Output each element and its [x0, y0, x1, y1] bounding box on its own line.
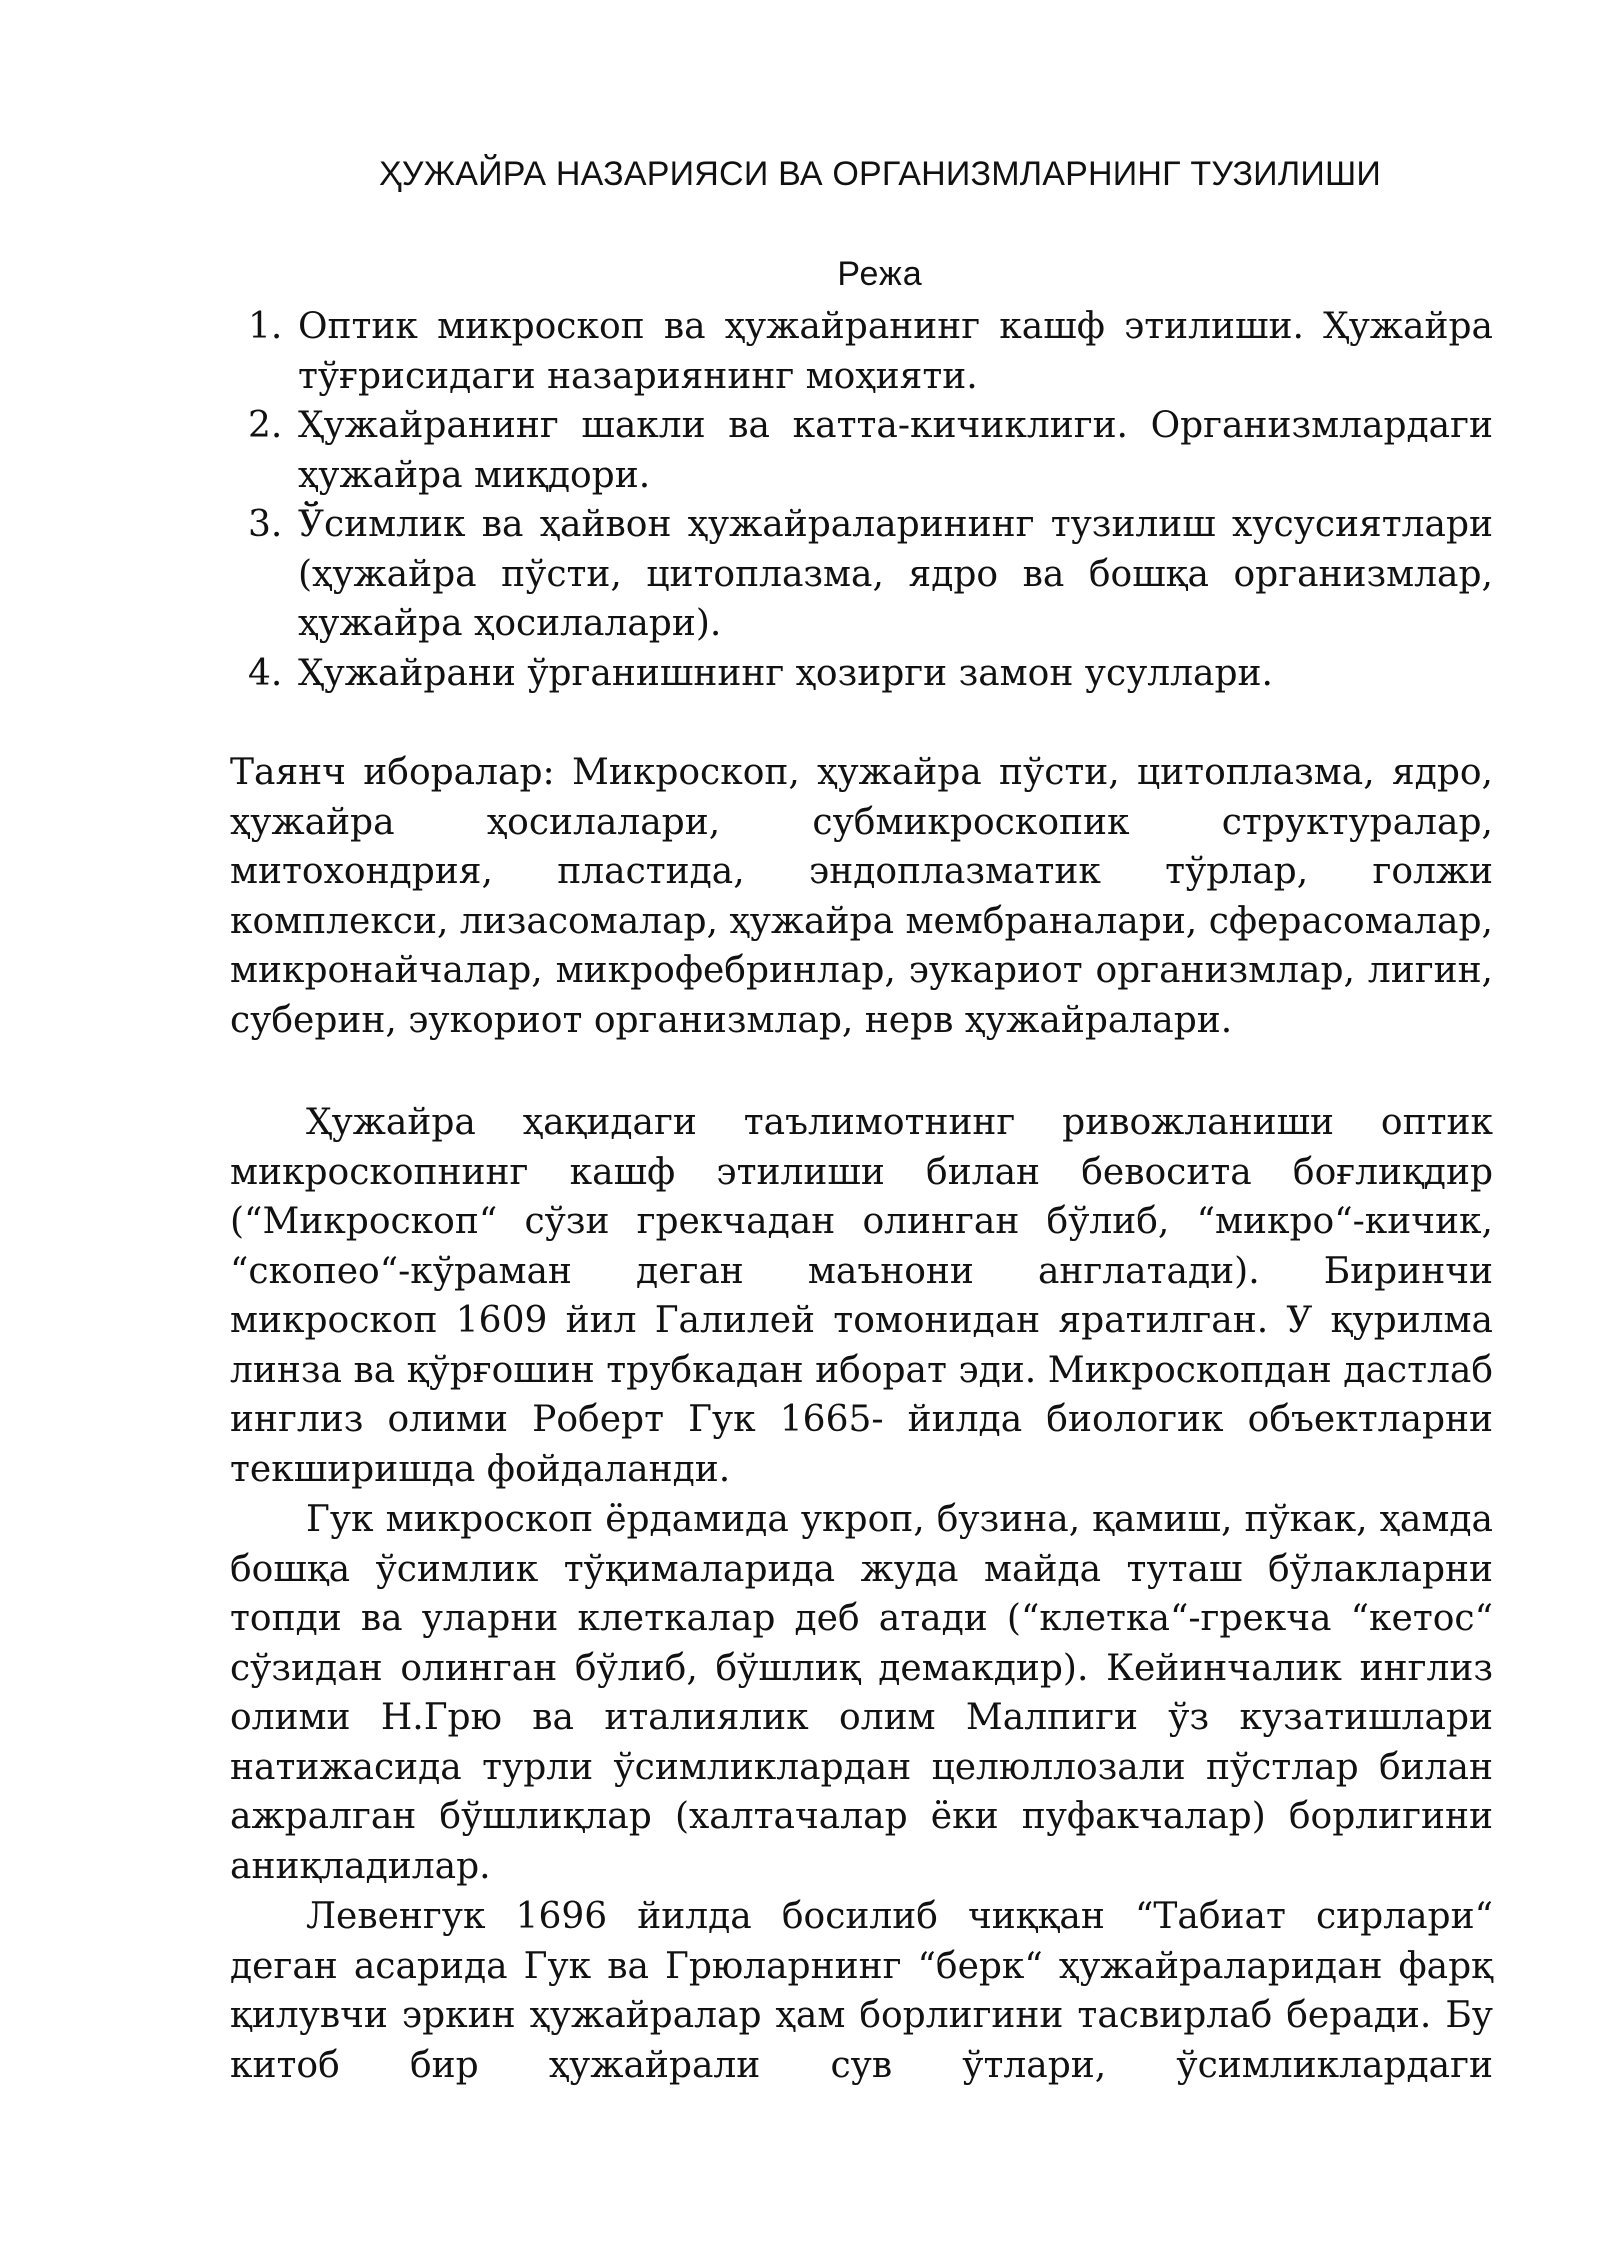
- plan-item-text: Ҳужайранинг шакли ва катта-кичиклиги. Организмлардаги ҳужайра миқдори.: [298, 405, 1493, 496]
- plan-item-number: 1.: [248, 306, 283, 347]
- plan-list: [248, 302, 1493, 698]
- plan-item-number: 2.: [248, 405, 283, 446]
- body-paragraph: Гук микроскоп ёрдамида укроп, бузина, қамиш, пўкак, ҳамда бошқа ўсимлик тўқималарида жуда майда туташ бўлакларни топди ва уларни клеткалар деб атади (“клетка“-грекча “кетос“ сўзидан олинган бўлиб, бўшлиқ демакдир). Кейинчалик инглиз олими Н.Грю ва италиялик олим Малпиги ўз кузатишлари натижасида турли ўсимликлардан целюллозали пўстлар билан ажралган бўшлиқлар (халтачалар ёки пуфакчалар) борлигини аниқладилар.: [230, 1499, 1493, 1887]
- plan-item-number: 4.: [248, 652, 283, 694]
- plan-item: [248, 500, 1493, 649]
- plan-item-text: Оптик микроскоп ва ҳужайранинг кашф этилиши. Ҳужайра тўғрисидаги назариянинг моҳияти.: [298, 306, 1493, 397]
- body-paragraph: Ҳужайра ҳақидаги таълимотнинг ривожланиши оптик микроскопнинг кашф этилиши билан бевосита боғлиқдир (“Микроскоп“ сўзи грекчадан олинган бўлиб, “микро“-кичик, “скопео“-кўраман деган маънони англатади). Биринчи микроскоп 1609 йил Галилей томонидан яратилган. У қурилма линза ва қўрғошин трубкадан иборат эди. Микроскопдан дастлаб инглиз олими Роберт Гук 1665- йилда биологик объектларни текширишда фойдаланди.: [230, 1102, 1493, 1490]
- plan-item-text: Ўсимлик ва ҳайвон ҳужайраларининг тузилиш хусусиятлари (ҳужайра пўсти, цитоплазма, ядро ва бошқа организмлар, ҳужайра ҳосилалари).: [298, 504, 1493, 644]
- keywords-paragraph: Таянч иборалар: Микроскоп, ҳужайра пўсти, цитоплазма, ядро, ҳужайра ҳосилалари, субмикроскопик структуралар, митохондрия, пластида, эндоплазматик тўрлар, голжи комплекси, лизасомалар, ҳужайра мембраналари, сферасомалар, микронайчалар, микрофебринлар, эукариот организмлар, лигин, суберин, эукориот организмлар, нерв ҳужайралари.: [230, 752, 1493, 1041]
- document-title: ҲУЖАЙРА НАЗАРИЯСИ ВА ОРГАНИЗМЛАРНИНГ ТУЗИЛИШИ: [379, 155, 1381, 193]
- plan-item: [248, 302, 1493, 401]
- plan-item: [248, 649, 1493, 699]
- body-paragraph: Левенгук 1696 йилда босилиб чиққан “Табиат сирлари“ деган асарида Гук ва Грюларнинг “берк“ ҳужайраларидан фарқ қилувчи эркин ҳужайралар ҳам борлигини тасвирлаб беради. Бу китоб бир ҳужайрали сув ўтлари, ўсимликлардаги: [230, 1896, 1493, 2086]
- plan-item: [248, 401, 1493, 500]
- plan-item-text: Ҳужайрани ўрганишнинг ҳозирги замон усуллари.: [298, 652, 1273, 694]
- plan-item-number: 3.: [248, 504, 283, 545]
- plan-heading: Режа: [837, 255, 923, 293]
